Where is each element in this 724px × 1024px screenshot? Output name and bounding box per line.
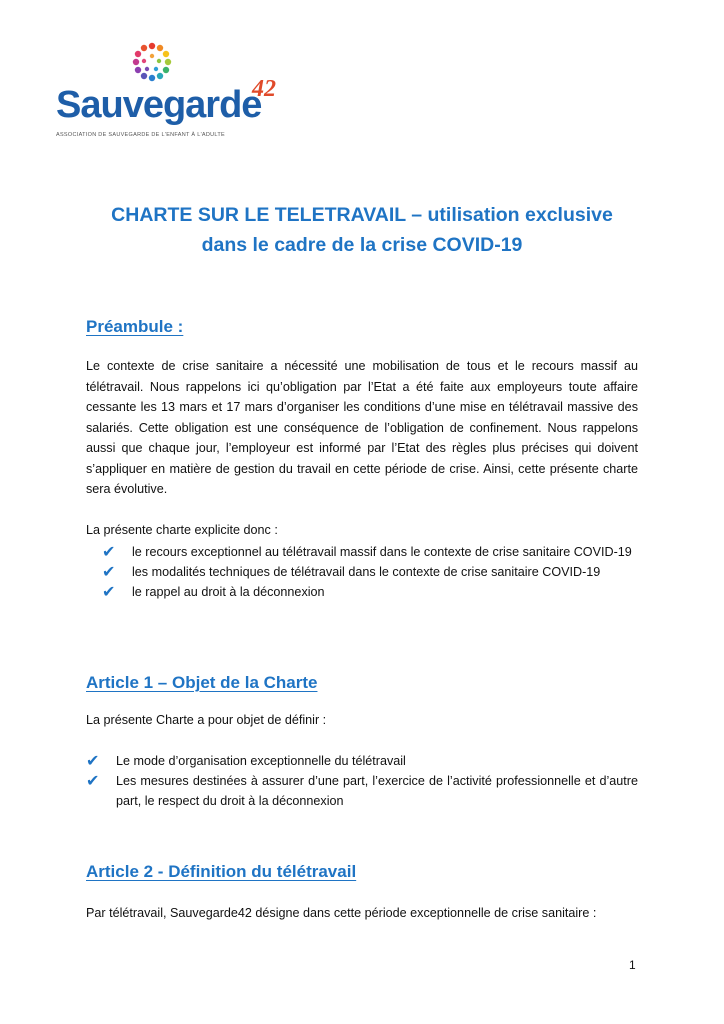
checkmark-icon: ✔ bbox=[102, 542, 116, 561]
checkmark-icon: ✔ bbox=[86, 771, 100, 790]
checkmark-icon: ✔ bbox=[102, 562, 116, 581]
list-item-text: Le mode d’organisation exceptionnelle du télétravail bbox=[116, 754, 406, 768]
list-item bbox=[86, 771, 638, 811]
list-item-text: le recours exceptionnel au télétravail massif dans le contexte de crise sanitaire COVID-19 bbox=[132, 545, 632, 559]
article1-intro: La présente Charte a pour objet de définir : bbox=[86, 713, 327, 727]
logo-number: 42 bbox=[252, 76, 276, 102]
preambule-list bbox=[102, 542, 638, 602]
list-item bbox=[86, 751, 638, 771]
checkmark-icon: ✔ bbox=[102, 582, 116, 601]
sauvegarde-logo bbox=[40, 40, 300, 140]
list-item bbox=[102, 542, 638, 562]
logo-tagline: ASSOCIATION DE SAUVEGARDE DE L'ENFANT À L'ADULTE bbox=[56, 132, 226, 138]
preambule-paragraph: Le contexte de crise sanitaire a nécessité une mobilisation de tous et le recours massif au télétravail. Nous rappelons ici qu’obligation par l’Etat a été faite aux employeurs toute affaire cessante les 13 mars et 17 mars d’organiser les conditions d’une mise en télétravail massive des salariés. Cette obligation est une conséquence de l’obligation de confinement. Nous rappelons aussi que chaque jour, l’employeur est informé par l’Etat des règles plus précises qui doivent s’appliquer en matière de gestion du travail en cette période de crise. Ainsi, cette présente charte sera évolutive. bbox=[86, 359, 638, 496]
preambule-heading: Préambule : bbox=[86, 317, 184, 336]
article2-intro: Par télétravail, Sauvegarde42 désigne dans cette période exceptionnelle de crise sanitaire : bbox=[86, 906, 597, 920]
page-number: 1 bbox=[629, 958, 636, 972]
list-item bbox=[102, 562, 638, 582]
logo-name: Sauvegarde bbox=[56, 84, 262, 126]
title-line-1: CHARTE SUR LE TELETRAVAIL – utilisation exclusive bbox=[111, 204, 613, 226]
list-item bbox=[102, 582, 638, 602]
document-title bbox=[0, 200, 724, 260]
article2-heading: Article 2 - Définition du télétravail bbox=[86, 862, 357, 881]
list-item-text: Les mesures destinées à assurer d’une part, l’exercice de l’activité professionnelle et d’autre part, le respect du droit à la déconnexion bbox=[116, 774, 638, 808]
preambule-intro: La présente charte explicite donc : bbox=[86, 523, 278, 537]
list-item-text: le rappel au droit à la déconnexion bbox=[132, 585, 325, 599]
article1-heading: Article 1 – Objet de la Charte bbox=[86, 673, 318, 692]
checkmark-icon: ✔ bbox=[86, 751, 100, 770]
title-line-2: dans le cadre de la crise COVID-19 bbox=[201, 234, 523, 256]
article1-list bbox=[86, 751, 638, 811]
list-item-text: les modalités techniques de télétravail dans le contexte de crise sanitaire COVID-19 bbox=[132, 565, 601, 579]
